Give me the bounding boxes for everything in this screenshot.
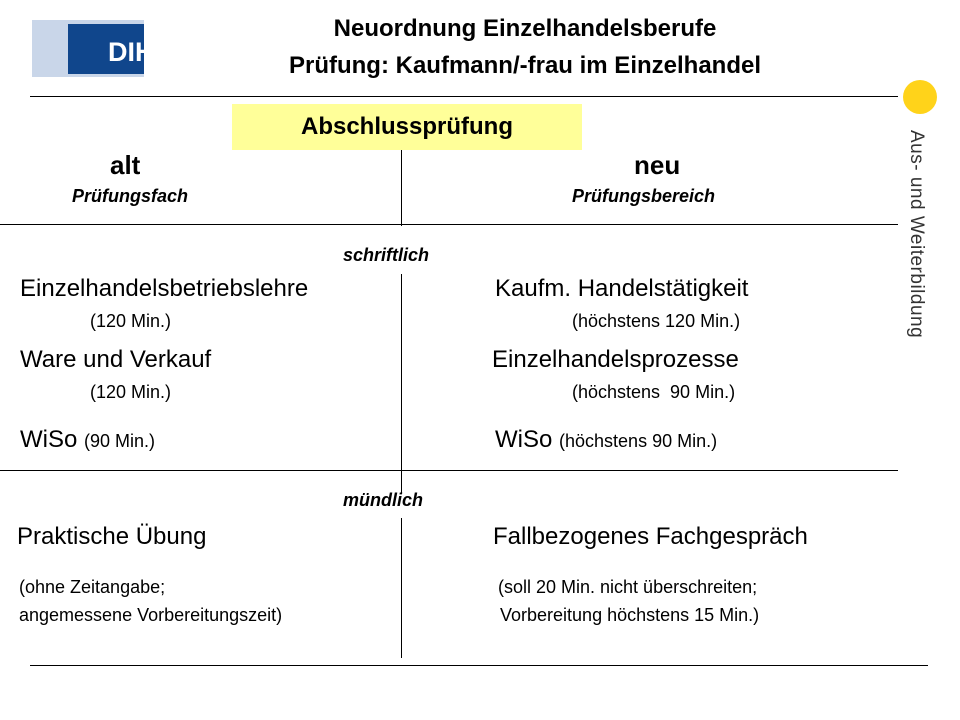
section-label-written: schriftlich: [343, 245, 430, 265]
left-oral-note-line2: angemessene Vorbereitungszeit): [19, 605, 283, 625]
right-area-1-name: Kaufm. Handelstätigkeit: [495, 275, 749, 302]
column-header-divider: [0, 224, 898, 225]
left-subject-1-name: Einzelhandelsbetriebslehre: [20, 275, 309, 302]
section-divider: [0, 470, 898, 471]
column-divider-middle: [401, 274, 402, 494]
left-column-subheading: Prüfungsfach: [72, 186, 189, 206]
left-subject-3: [20, 428, 155, 452]
page-title-line2: Prüfung: Kaufmann/-frau im Einzelhandel: [288, 52, 762, 79]
side-caption: Aus- und Weiterbildung: [906, 130, 927, 339]
section-label-oral: mündlich: [343, 490, 423, 510]
right-area-3-name: WiSo: [495, 426, 553, 453]
left-subject-2-duration: (120 Min.): [90, 382, 172, 402]
column-divider-bottom: [401, 518, 402, 658]
left-oral-note-line1: (ohne Zeitangabe;: [19, 577, 166, 597]
dihk-logo-text: DIHK: [108, 37, 174, 67]
right-oral-note-line1: (soll 20 Min. nicht überschreiten;: [498, 577, 758, 597]
left-oral-name: Praktische Übung: [17, 523, 207, 550]
header-divider: [30, 96, 898, 97]
right-oral-note-line2: Vorbereitung höchstens 15 Min.): [500, 605, 760, 625]
right-area-3-duration: (höchstens 90 Min.): [559, 431, 718, 451]
right-area-2-duration: (höchstens 90 Min.): [572, 382, 736, 402]
right-area-3: [495, 428, 717, 452]
page-title-line1: Neuordnung Einzelhandelsberufe: [333, 15, 717, 42]
right-area-2-name: Einzelhandelsprozesse: [492, 346, 739, 373]
left-subject-3-duration: (90 Min.): [84, 431, 156, 451]
right-oral-name: Fallbezogenes Fachgespräch: [493, 523, 808, 550]
left-subject-3-name: WiSo: [20, 426, 78, 453]
right-area-1-duration: (höchstens 120 Min.): [572, 311, 741, 331]
right-column-subheading: Prüfungsbereich: [572, 186, 716, 206]
dihk-logo: [32, 20, 174, 77]
column-divider-top: [401, 150, 402, 226]
left-subject-1-duration: (120 Min.): [90, 311, 172, 331]
left-column-heading: alt: [110, 150, 141, 180]
yellow-dot-icon: [903, 80, 937, 114]
footer-divider: [30, 665, 928, 666]
right-column-heading: neu: [634, 150, 681, 180]
exam-banner: Abschlussprüfung: [232, 104, 582, 150]
left-subject-2-name: Ware und Verkauf: [20, 346, 212, 373]
